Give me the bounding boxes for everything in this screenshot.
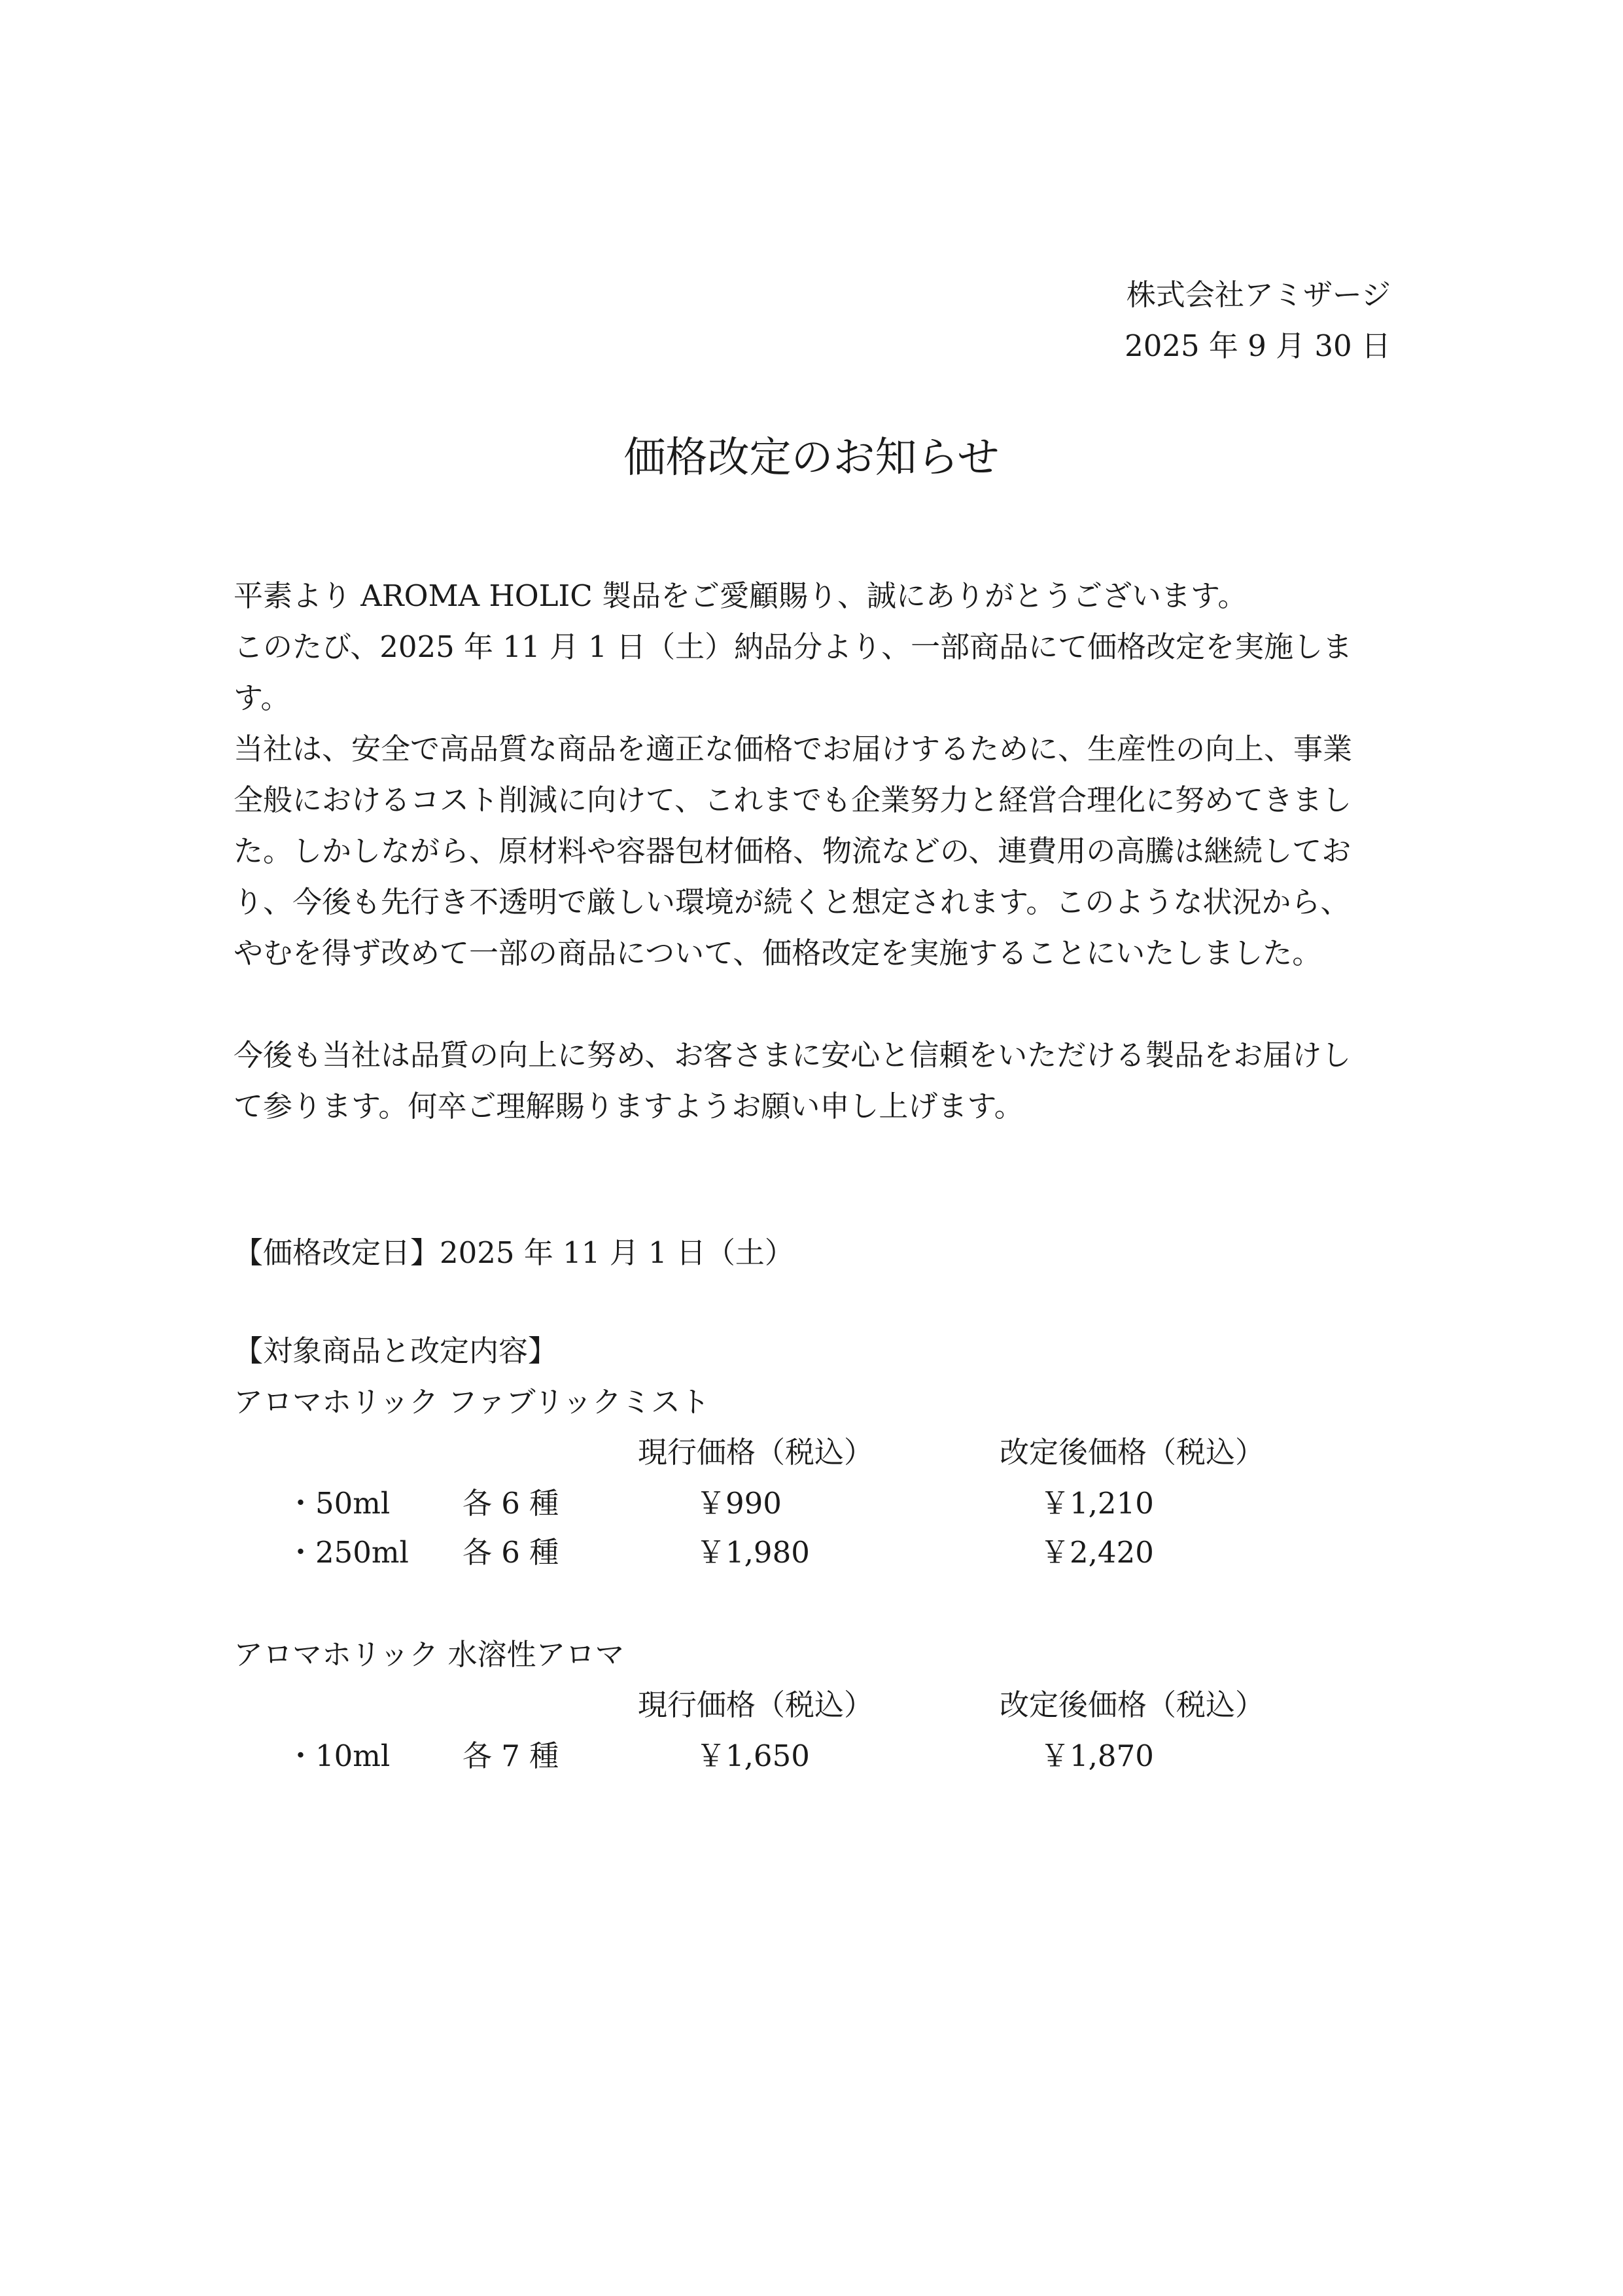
body-line: やむを得ず改めて一部の商品について、価格改定を実施することにいたしました。 xyxy=(234,936,1322,970)
row-variants: 各 6 種 xyxy=(462,1535,559,1570)
company-name: 株式会社アミザージ xyxy=(1126,277,1391,312)
header-revised-price: 改定後価格（税込） xyxy=(1000,1435,1265,1470)
row-current-price: ￥1,980 xyxy=(696,1535,810,1570)
sender-block xyxy=(1125,270,1391,372)
body-line: 今後も当社は品質の向上に努め、お客さまに安心と信頼をいただける製品をお届けし xyxy=(234,1038,1352,1072)
body-line: 平素より AROMA HOLIC 製品をご愛顧賜り、誠にありがとうございます。 xyxy=(234,578,1248,613)
paragraph-intro xyxy=(234,571,1405,979)
row-size: ・50ml xyxy=(286,1486,391,1521)
row-revised-price: ￥1,210 xyxy=(1040,1486,1154,1521)
product-name-fabric-mist: アロマホリック ファブリックミスト xyxy=(234,1385,710,1419)
row-variants: 各 6 種 xyxy=(462,1486,559,1521)
row-current-price: ￥1,650 xyxy=(696,1739,810,1773)
header-revised-price: 改定後価格（税込） xyxy=(1000,1687,1265,1722)
body-line: て参ります。何卒ご理解賜りますようお願い申し上げます。 xyxy=(234,1089,1024,1123)
issue-date: 2025 年 9 月 30 日 xyxy=(1125,328,1391,363)
row-size: ・250ml xyxy=(286,1535,409,1570)
document-title: 価格改定のお知らせ xyxy=(623,434,1000,482)
body-line: す。 xyxy=(234,680,290,715)
body-line: このたび、2025 年 11 月 1 日（土）納品分より、一部商品にて価格改定を実施しま xyxy=(234,629,1353,664)
header-current-price: 現行価格（税込） xyxy=(638,1435,874,1470)
product-name-water-soluble-aroma: アロマホリック 水溶性アロマ xyxy=(234,1637,625,1672)
row-revised-price: ￥2,420 xyxy=(1040,1535,1154,1570)
row-revised-price: ￥1,870 xyxy=(1040,1739,1154,1773)
body-line: 全般におけるコスト削減に向けて、これまでも企業努力と経営合理化に努めてきまし xyxy=(234,783,1352,817)
row-variants: 各 7 種 xyxy=(462,1739,559,1773)
body-line: た。しかしながら、原材料や容器包材価格、物流などの、連費用の高騰は継続してお xyxy=(234,834,1352,868)
revision-date: 【価格改定日】2025 年 11 月 1 日（土） xyxy=(234,1235,794,1270)
row-size: ・10ml xyxy=(286,1739,391,1773)
body-line: 当社は、安全で高品質な商品を適正な価格でお届けするために、生産性の向上、事業 xyxy=(234,732,1353,766)
body-line: り、今後も先行き不透明で厳しい環境が続くと想定されます。このような状況から、 xyxy=(234,885,1350,919)
body-text xyxy=(234,571,1405,1132)
row-current-price: ￥990 xyxy=(696,1486,782,1521)
targets-heading: 【対象商品と改定内容】 xyxy=(234,1333,558,1368)
paragraph-closing xyxy=(234,1030,1405,1132)
header-current-price: 現行価格（税込） xyxy=(638,1687,874,1722)
